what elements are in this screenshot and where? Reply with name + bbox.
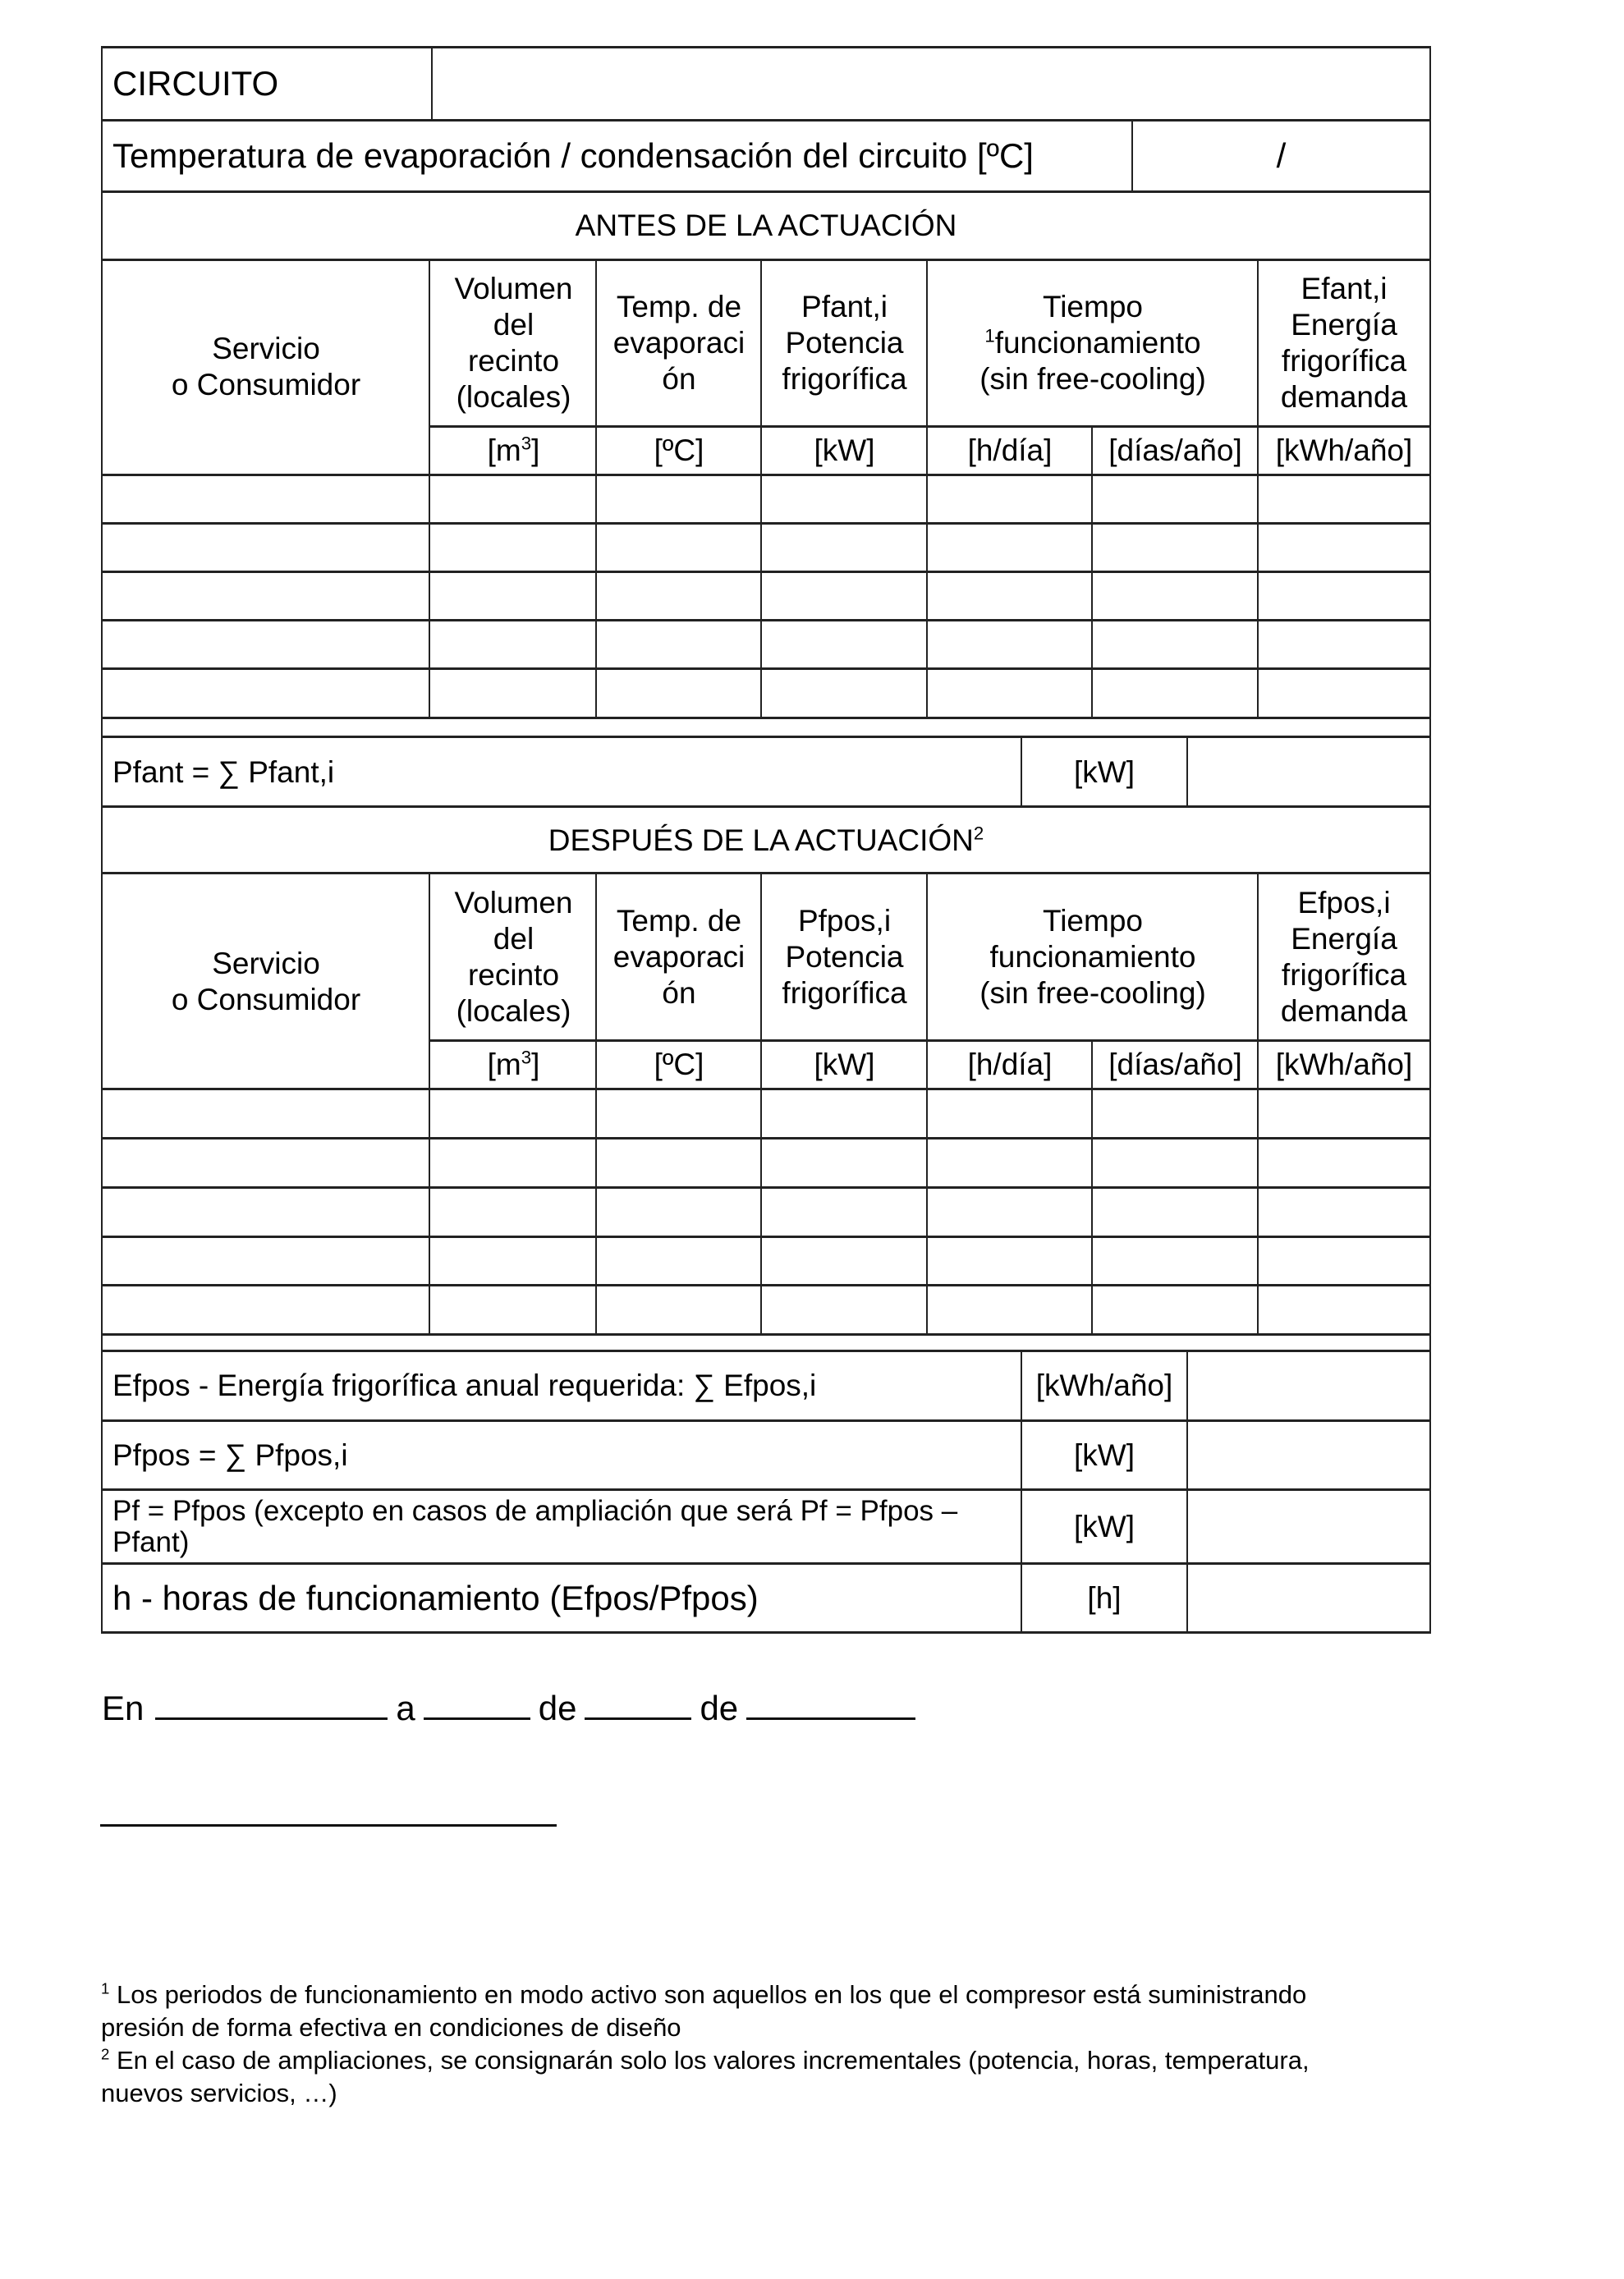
hours-label [101,1565,1021,1632]
header-text-with-footnote [984,325,1200,361]
before-unit-hours [928,427,1092,474]
before-header-temp [597,261,761,425]
header-text: Temp. de [616,904,742,938]
pf-unit [1022,1491,1186,1562]
header-text: Tiempo [1042,290,1143,323]
date-a-text: a [396,1689,415,1727]
unit-text: [kW] [814,1048,875,1081]
circuit-label-text: CIRCUITO [112,63,279,103]
header-text: frigorífica [782,976,907,1010]
before-header-time [928,261,1258,425]
header-text: Volumen [454,886,573,919]
after-header-time [928,874,1258,1040]
divider [1257,259,1259,718]
pfant-value-input[interactable] [1188,738,1429,806]
header-text: Servicio [212,946,320,980]
before-row3-temp[interactable] [598,573,760,619]
after-row4-volume[interactable] [431,1238,595,1284]
after-row3-service[interactable] [103,1189,429,1236]
before-row1-days[interactable] [1094,476,1257,522]
after-row2-power[interactable] [763,1140,926,1186]
after-row2-energy[interactable] [1259,1140,1429,1186]
unit-text: [kW] [1074,1438,1135,1472]
unit-text: [días/año] [1108,433,1242,467]
after-row5-hours[interactable] [929,1286,1091,1333]
after-row2-days[interactable] [1094,1140,1257,1186]
divider [101,1333,1431,1336]
after-row2-hours[interactable] [929,1140,1091,1186]
header-text: Tiempo [1042,904,1143,938]
header-text: Volumen [454,272,573,305]
header-text: Temp. de [616,290,742,323]
header-text: Servicio [212,332,320,365]
before-row4-service[interactable] [103,621,429,667]
before-row2-days[interactable] [1094,525,1257,571]
before-row4-energy[interactable] [1259,621,1429,667]
after-unit-hours [928,1041,1092,1089]
header-text: (sin free-cooling) [979,362,1206,396]
before-row2-service[interactable] [103,525,429,571]
before-row2-power[interactable] [763,525,926,571]
before-row5-volume[interactable] [431,670,595,717]
efpos-label-text: Efpos - Energía frigorífica anual requerida: ∑ Efpos,i [112,1369,817,1402]
after-row5-days[interactable] [1094,1286,1257,1333]
before-row5-power[interactable] [763,670,926,717]
header-text: Efpos,i [1297,886,1391,919]
after-row1-service[interactable] [103,1090,429,1137]
header-text: o Consumidor [171,368,361,401]
header-text: demanda [1280,380,1408,414]
unit-text: ] [531,1048,540,1081]
before-total-label [101,738,1021,806]
signature-line[interactable] [100,1824,557,1827]
after-row3-temp[interactable] [598,1189,760,1236]
place-blank-field[interactable] [155,1685,388,1720]
footnote-ref-1: 1 [984,325,995,346]
after-row2-service[interactable] [103,1140,429,1186]
header-text: del [493,308,534,342]
before-row1-volume[interactable] [431,476,595,522]
after-title-text: DESPUÉS DE LA ACTUACIÓN [548,823,974,857]
hours-unit [1022,1565,1186,1632]
after-header-energy [1259,874,1429,1040]
footnote-1 [101,1979,1333,2044]
after-row1-temp[interactable] [598,1090,760,1137]
divider [429,259,430,718]
after-row5-temp[interactable] [598,1286,760,1333]
after-section-title [101,808,1431,873]
before-header-energy [1259,261,1429,425]
divider [760,873,762,1335]
header-text: funcionamiento [989,940,1196,974]
divider [595,259,597,718]
before-row1-power[interactable] [763,476,926,522]
unit-superscript: 3 [521,1047,532,1068]
pf-label [101,1491,1021,1562]
before-row4-days[interactable] [1094,621,1257,667]
after-row5-service[interactable] [103,1286,429,1333]
date-de-text: de [538,1689,577,1727]
after-row3-energy[interactable] [1259,1189,1429,1236]
divider [1257,873,1259,1335]
efpos-value-input[interactable] [1188,1352,1429,1419]
after-unit-days [1093,1041,1258,1089]
before-row5-hours[interactable] [929,670,1091,717]
after-header-volume [431,874,596,1040]
before-row3-service[interactable] [103,573,429,619]
pfpos-label [101,1422,1021,1489]
date-place-line [102,1685,1087,1727]
unit-text: [kW] [1074,1509,1135,1543]
before-header-service [103,261,429,473]
pfant-formula: Pfant = ∑ Pfant,i [112,754,335,789]
after-row3-volume[interactable] [431,1189,595,1236]
temperature-label [101,121,1132,191]
unit-text: ] [531,433,540,467]
after-unit-power [762,1041,927,1089]
header-text: del [493,922,534,956]
unit-text: [m [487,433,521,467]
after-unit-temp [597,1041,761,1089]
before-header-power [762,261,927,425]
before-unit-power [762,427,927,474]
temperature-input[interactable] [1133,121,1429,191]
pf-value-input[interactable] [1188,1491,1429,1562]
before-row1-energy[interactable] [1259,476,1429,522]
unit-text: [h/día] [967,1048,1053,1081]
after-row4-hours[interactable] [929,1238,1091,1284]
hours-label-text: h - horas de funcionamiento (Efpos/Pfpos) [112,1579,759,1617]
header-text: frigorífica [1281,344,1407,378]
header-text: Efant,i [1301,272,1388,305]
after-row5-power[interactable] [763,1286,926,1333]
before-row2-temp[interactable] [598,525,760,571]
unit-text: [h/día] [967,433,1053,467]
before-row4-temp[interactable] [598,621,760,667]
unit-text: [kWh/año] [1275,1048,1413,1081]
before-row2-volume[interactable] [431,525,595,571]
divider [101,1631,1431,1634]
unit-text [488,1047,540,1083]
divider [429,873,430,1335]
before-row1-service[interactable] [103,476,429,522]
header-text: evaporaci [612,326,745,360]
before-row1-temp[interactable] [598,476,760,522]
divider [101,717,1431,719]
divider [926,873,928,1335]
after-row2-temp[interactable] [598,1140,760,1186]
pfpos-unit [1022,1422,1186,1489]
footnote-text: En el caso de ampliaciones, se consignarán solo los valores incrementales (potencia, horas, temperatura, nuevos servicios, …) [101,2046,1310,2107]
header-text: frigorífica [1281,958,1407,992]
divider [760,259,762,718]
hours-value-input[interactable] [1188,1565,1429,1632]
pfpos-label-text: Pfpos = ∑ Pfpos,i [112,1438,348,1472]
header-text: (locales) [456,994,571,1028]
circuit-input[interactable] [433,47,1429,120]
before-row5-energy[interactable] [1259,670,1429,717]
footnote-mark: 1 [101,1979,110,1997]
header-text: recinto [467,958,560,992]
header-text: o Consumidor [171,982,361,1016]
before-section-title [101,192,1431,259]
after-title [548,823,984,859]
before-title-text: ANTES DE LA ACTUACIÓN [575,209,957,242]
before-unit-volume [431,427,596,474]
after-row5-energy[interactable] [1259,1286,1429,1333]
after-row3-hours[interactable] [929,1189,1091,1236]
unit-text [488,433,540,469]
after-header-service [103,874,429,1089]
unit-text: [kW] [814,433,875,467]
header-text: Pfant,i [801,290,888,323]
year-blank-field[interactable] [746,1685,915,1720]
month-blank-field[interactable] [585,1685,691,1720]
footnote-text: Los periodos de funcionamiento en modo activo son aquellos en los que el compresor está suministrando presión de forma efectiva en condiciones de diseño [101,1980,1307,2042]
header-text: frigorífica [782,362,907,396]
divider [595,873,597,1335]
unit-text: [ºC] [654,433,704,467]
unit-text: [h] [1087,1581,1122,1615]
before-header-volume [431,261,596,425]
header-text: ón [662,976,696,1010]
unit-text: [kW] [1074,754,1135,789]
before-row5-temp[interactable] [598,670,760,717]
footnotes [101,1979,1333,2110]
header-text: (sin free-cooling) [979,976,1206,1010]
after-row1-hours[interactable] [929,1090,1091,1137]
header-text: recinto [467,344,560,378]
after-row1-power[interactable] [763,1090,926,1137]
header-text: evaporaci [612,940,745,974]
before-unit-energy [1259,427,1429,474]
header-text: funcionamiento [994,326,1201,360]
before-row3-days[interactable] [1094,573,1257,619]
header-text: demanda [1280,994,1408,1028]
unit-text: [kWh/año] [1035,1369,1173,1402]
after-row4-temp[interactable] [598,1238,760,1284]
after-row4-service[interactable] [103,1238,429,1284]
header-text: (locales) [456,380,571,414]
before-row4-hours[interactable] [929,621,1091,667]
day-blank-field[interactable] [424,1685,530,1720]
temperature-slash: / [1276,136,1287,175]
header-text: Potencia [785,940,904,974]
after-row3-power[interactable] [763,1189,926,1236]
unit-text: [m [487,1048,521,1081]
after-row4-days[interactable] [1094,1238,1257,1284]
date-de-text: de [700,1689,739,1727]
unit-text: [ºC] [654,1048,704,1081]
header-text: ón [662,362,696,396]
before-unit-temp [597,427,761,474]
divider [926,259,928,718]
before-row3-power[interactable] [763,573,926,619]
efpos-label [101,1352,1021,1419]
efpos-unit [1022,1352,1186,1419]
before-row3-hours[interactable] [929,573,1091,619]
before-unit-days [1093,427,1258,474]
before-row2-energy[interactable] [1259,525,1429,571]
circuit-label [101,47,432,120]
before-row1-hours[interactable] [929,476,1091,522]
after-row2-volume[interactable] [431,1140,595,1186]
after-row1-energy[interactable] [1259,1090,1429,1137]
pf-label-text: Pf = Pfpos (excepto en casos de ampliación que será Pf = Pfpos – Pfant) [112,1494,958,1558]
before-total-unit [1022,738,1186,806]
pfpos-value-input[interactable] [1188,1422,1429,1489]
after-header-temp [597,874,761,1040]
before-row4-volume[interactable] [431,621,595,667]
after-unit-energy [1259,1041,1429,1089]
unit-superscript: 3 [521,433,532,454]
before-row2-hours[interactable] [929,525,1091,571]
unit-text: [días/año] [1108,1048,1242,1081]
header-text: Potencia [785,326,904,360]
header-text: Energía [1291,922,1397,956]
before-row4-power[interactable] [763,621,926,667]
after-row4-power[interactable] [763,1238,926,1284]
after-header-power [762,874,927,1040]
date-en-text: En [102,1689,145,1727]
footnote-mark: 2 [101,2045,110,2063]
header-text: Pfpos,i [797,904,892,938]
footnote-ref-2: 2 [973,823,984,844]
before-row5-service[interactable] [103,670,429,717]
before-row3-energy[interactable] [1259,573,1429,619]
before-row3-volume[interactable] [431,573,595,619]
unit-text: [kWh/año] [1275,433,1413,467]
footnote-2 [101,2044,1333,2110]
after-row1-days[interactable] [1094,1090,1257,1137]
after-unit-volume [431,1041,596,1089]
after-row3-days[interactable] [1094,1189,1257,1236]
header-text: Energía [1291,308,1397,342]
after-row1-volume[interactable] [431,1090,595,1137]
after-row4-energy[interactable] [1259,1238,1429,1284]
after-row5-volume[interactable] [431,1286,595,1333]
before-row5-days[interactable] [1094,670,1257,717]
temperature-label-text: Temperatura de evaporación / condensación del circuito [ºC] [112,136,1034,175]
